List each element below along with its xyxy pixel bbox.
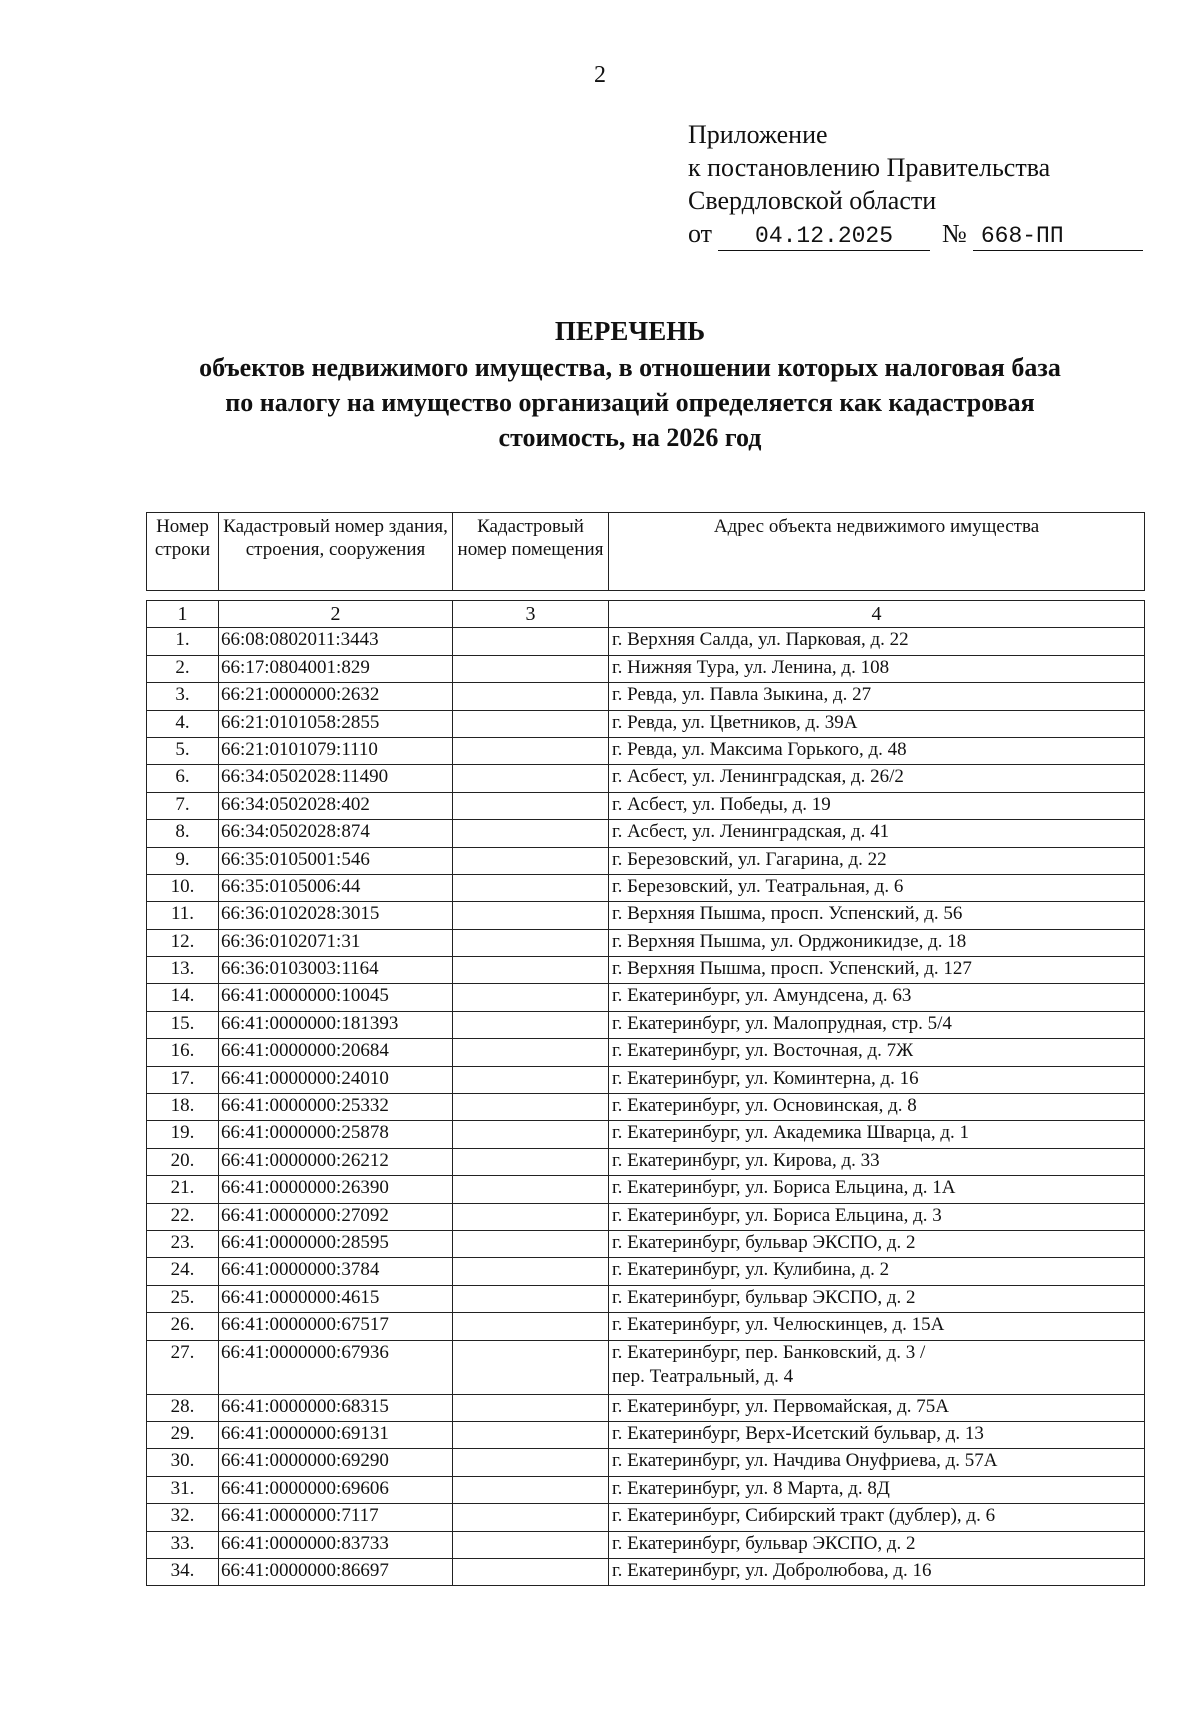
- room-cadastral-cell: [453, 683, 609, 710]
- room-cadastral-cell: [453, 655, 609, 682]
- row-number-cell: 20.: [147, 1148, 219, 1175]
- building-cadastral-cell: 66:08:0802011:3443: [219, 628, 453, 655]
- table-row: [147, 792, 1145, 819]
- room-cadastral-cell: [453, 1394, 609, 1421]
- table-row: [147, 1230, 1145, 1257]
- table-row: [147, 655, 1145, 682]
- address-cell: г. Екатеринбург, бульвар ЭКСПО, д. 2: [609, 1531, 1145, 1558]
- table-row: [147, 1476, 1145, 1503]
- appendix-line-3: Свердловской области: [688, 186, 937, 215]
- address-cell: г. Нижняя Тура, ул. Ленина, д. 108: [609, 655, 1145, 682]
- building-cadastral-cell: 66:41:0000000:68315: [219, 1394, 453, 1421]
- address-cell: г. Екатеринбург, ул. Основинская, д. 8: [609, 1094, 1145, 1121]
- title-line-2: по налогу на имущество организаций определяется как кадастровая: [225, 388, 1035, 417]
- number-sign: №: [942, 219, 967, 248]
- table-row: [147, 984, 1145, 1011]
- table-row: [147, 1421, 1145, 1448]
- room-cadastral-cell: [453, 929, 609, 956]
- address-cell: г. Асбест, ул. Ленинградская, д. 26/2: [609, 765, 1145, 792]
- address-cell: г. Екатеринбург, Сибирский тракт (дублер), д. 6: [609, 1504, 1145, 1531]
- address-cell: г. Верхняя Пышма, просп. Успенский, д. 127: [609, 957, 1145, 984]
- decree-date: 04.12.2025: [718, 222, 930, 251]
- row-number-cell: 24.: [147, 1258, 219, 1285]
- table-row: [147, 683, 1145, 710]
- room-cadastral-cell: [453, 1230, 609, 1257]
- row-number-cell: 30.: [147, 1449, 219, 1476]
- title-main: ПЕРЕЧЕНЬ: [554, 316, 706, 346]
- building-cadastral-cell: 66:41:0000000:10045: [219, 984, 453, 1011]
- building-cadastral-cell: 66:21:0101058:2855: [219, 710, 453, 737]
- table-row: [147, 1039, 1145, 1066]
- table-row: [147, 1094, 1145, 1121]
- address-cell: г. Ревда, ул. Павла Зыкина, д. 27: [609, 683, 1145, 710]
- address-cell: г. Березовский, ул. Театральная, д. 6: [609, 874, 1145, 901]
- building-cadastral-cell: 66:41:0000000:67936: [219, 1340, 453, 1394]
- row-number-cell: 29.: [147, 1421, 219, 1448]
- room-cadastral-cell: [453, 1121, 609, 1148]
- address-cell: г. Верхняя Салда, ул. Парковая, д. 22: [609, 628, 1145, 655]
- table-row: [147, 1148, 1145, 1175]
- building-cadastral-cell: 66:41:0000000:24010: [219, 1066, 453, 1093]
- row-number-cell: 32.: [147, 1504, 219, 1531]
- room-cadastral-cell: [453, 957, 609, 984]
- table-row: [147, 957, 1145, 984]
- row-number-cell: 12.: [147, 929, 219, 956]
- row-number-cell: 13.: [147, 957, 219, 984]
- row-number-cell: 4.: [147, 710, 219, 737]
- address-cell: г. Асбест, ул. Ленинградская, д. 41: [609, 820, 1145, 847]
- table-row: [147, 1121, 1145, 1148]
- address-cell: г. Ревда, ул. Цветников, д. 39А: [609, 710, 1145, 737]
- address-cell: г. Екатеринбург, ул. Челюскинцев, д. 15А: [609, 1313, 1145, 1340]
- building-cadastral-cell: 66:35:0105001:546: [219, 847, 453, 874]
- room-cadastral-cell: [453, 1148, 609, 1175]
- address-cell: г. Екатеринбург, ул. Восточная, д. 7Ж: [609, 1039, 1145, 1066]
- row-number-cell: 27.: [147, 1340, 219, 1394]
- row-number-cell: 33.: [147, 1531, 219, 1558]
- address-cell: г. Верхняя Пышма, просп. Успенский, д. 56: [609, 902, 1145, 929]
- address-cell: г. Екатеринбург, ул. Бориса Ельцина, д. 1А: [609, 1176, 1145, 1203]
- building-cadastral-cell: 66:41:0000000:86697: [219, 1558, 453, 1585]
- building-cadastral-cell: 66:41:0000000:27092: [219, 1203, 453, 1230]
- table-row: [147, 1258, 1145, 1285]
- room-cadastral-cell: [453, 1476, 609, 1503]
- building-cadastral-cell: 66:36:0102028:3015: [219, 902, 453, 929]
- address-cell: [609, 1340, 1145, 1394]
- row-number-cell: 16.: [147, 1039, 219, 1066]
- document-title: [150, 314, 1110, 455]
- table-row: [147, 929, 1145, 956]
- room-cadastral-cell: [453, 1313, 609, 1340]
- building-cadastral-cell: 66:41:0000000:83733: [219, 1531, 453, 1558]
- table-row: [147, 902, 1145, 929]
- table-row: [147, 1531, 1145, 1558]
- page-number: 2: [594, 62, 606, 88]
- address-cell: г. Екатеринбург, ул. Кирова, д. 33: [609, 1148, 1145, 1175]
- row-number-cell: 17.: [147, 1066, 219, 1093]
- table-row: [147, 1285, 1145, 1312]
- decree-number: 668-ПП: [973, 222, 1143, 251]
- row-number-cell: 22.: [147, 1203, 219, 1230]
- row-number-cell: 8.: [147, 820, 219, 847]
- table-row: [147, 765, 1145, 792]
- row-number-cell: 1.: [147, 628, 219, 655]
- row-number-cell: 14.: [147, 984, 219, 1011]
- building-cadastral-cell: 66:36:0102071:31: [219, 929, 453, 956]
- table-row: [147, 1313, 1145, 1340]
- building-cadastral-cell: 66:41:0000000:26212: [219, 1148, 453, 1175]
- appendix-line-2: к постановлению Правительства: [688, 153, 1051, 182]
- room-cadastral-cell: [453, 1285, 609, 1312]
- table-row: [147, 737, 1145, 764]
- row-number-cell: 15.: [147, 1011, 219, 1038]
- table-header: [146, 512, 1145, 591]
- room-cadastral-cell: [453, 1066, 609, 1093]
- column-number: 4: [609, 601, 1145, 628]
- room-cadastral-cell: [453, 1449, 609, 1476]
- building-cadastral-cell: 66:41:0000000:7117: [219, 1504, 453, 1531]
- building-cadastral-cell: 66:34:0502028:874: [219, 820, 453, 847]
- appendix-line-1: Приложение: [688, 120, 828, 149]
- address-cell: г. Екатеринбург, ул. Первомайская, д. 75А: [609, 1394, 1145, 1421]
- address-line: г. Екатеринбург, пер. Банковский, д. 3 /: [612, 1341, 926, 1363]
- room-cadastral-cell: [453, 1203, 609, 1230]
- address-cell: г. Екатеринбург, ул. Кулибина, д. 2: [609, 1258, 1145, 1285]
- row-number-cell: 6.: [147, 765, 219, 792]
- building-cadastral-cell: 66:41:0000000:20684: [219, 1039, 453, 1066]
- header-address: Адрес объекта недвижимого имущества: [609, 513, 1145, 591]
- building-cadastral-cell: 66:41:0000000:69290: [219, 1449, 453, 1476]
- column-numbers-row: [147, 601, 1145, 628]
- building-cadastral-cell: 66:41:0000000:69131: [219, 1421, 453, 1448]
- room-cadastral-cell: [453, 765, 609, 792]
- address-cell: г. Екатеринбург, ул. Малопрудная, стр. 5/4: [609, 1011, 1145, 1038]
- header-room-cadastral: Кадастровый номер помещения: [453, 513, 609, 591]
- column-number: 3: [453, 601, 609, 628]
- room-cadastral-cell: [453, 1176, 609, 1203]
- header-row-number: Номер строки: [147, 513, 219, 591]
- room-cadastral-cell: [453, 1258, 609, 1285]
- table-row: [147, 1558, 1145, 1585]
- address-cell: г. Екатеринбург, бульвар ЭКСПО, д. 2: [609, 1285, 1145, 1312]
- appendix-date-number-line: [688, 217, 1148, 251]
- building-cadastral-cell: 66:41:0000000:181393: [219, 1011, 453, 1038]
- table-row: [147, 1203, 1145, 1230]
- address-cell: г. Екатеринбург, ул. 8 Марта, д. 8Д: [609, 1476, 1145, 1503]
- room-cadastral-cell: [453, 1558, 609, 1585]
- address-cell: г. Екатеринбург, ул. Добролюбова, д. 16: [609, 1558, 1145, 1585]
- table-row: [147, 1011, 1145, 1038]
- address-line: пер. Театральный, д. 4: [612, 1365, 794, 1387]
- room-cadastral-cell: [453, 1011, 609, 1038]
- row-number-cell: 18.: [147, 1094, 219, 1121]
- room-cadastral-cell: [453, 1340, 609, 1394]
- table-row: [147, 820, 1145, 847]
- building-cadastral-cell: 66:41:0000000:67517: [219, 1313, 453, 1340]
- date-prefix: от: [688, 219, 713, 248]
- room-cadastral-cell: [453, 792, 609, 819]
- room-cadastral-cell: [453, 820, 609, 847]
- header-building-cadastral: Кадастровый номер здания, строения, сооружения: [219, 513, 453, 591]
- building-cadastral-cell: 66:41:0000000:25332: [219, 1094, 453, 1121]
- table-row: [147, 710, 1145, 737]
- address-cell: г. Екатеринбург, ул. Амундсена, д. 63: [609, 984, 1145, 1011]
- table-row: [147, 1066, 1145, 1093]
- room-cadastral-cell: [453, 710, 609, 737]
- building-cadastral-cell: 66:41:0000000:3784: [219, 1258, 453, 1285]
- address-cell: г. Екатеринбург, ул. Начдива Онуфриева, д. 57А: [609, 1449, 1145, 1476]
- building-cadastral-cell: 66:34:0502028:11490: [219, 765, 453, 792]
- address-cell: г. Березовский, ул. Гагарина, д. 22: [609, 847, 1145, 874]
- room-cadastral-cell: [453, 1421, 609, 1448]
- address-cell: г. Екатеринбург, бульвар ЭКСПО, д. 2: [609, 1230, 1145, 1257]
- address-cell: г. Екатеринбург, ул. Коминтерна, д. 16: [609, 1066, 1145, 1093]
- building-cadastral-cell: 66:36:0103003:1164: [219, 957, 453, 984]
- table-row: [147, 628, 1145, 655]
- room-cadastral-cell: [453, 628, 609, 655]
- title-line-1: объектов недвижимого имущества, в отношении которых налоговая база: [199, 353, 1061, 382]
- table-row: [147, 1394, 1145, 1421]
- room-cadastral-cell: [453, 1531, 609, 1558]
- room-cadastral-cell: [453, 902, 609, 929]
- building-cadastral-cell: 66:41:0000000:26390: [219, 1176, 453, 1203]
- property-table: [146, 600, 1145, 1586]
- building-cadastral-cell: 66:41:0000000:28595: [219, 1230, 453, 1257]
- row-number-cell: 26.: [147, 1313, 219, 1340]
- building-cadastral-cell: 66:35:0105006:44: [219, 874, 453, 901]
- table-row: [147, 1340, 1145, 1394]
- address-cell: г. Екатеринбург, ул. Академика Шварца, д. 1: [609, 1121, 1145, 1148]
- row-number-cell: 21.: [147, 1176, 219, 1203]
- row-number-cell: 25.: [147, 1285, 219, 1312]
- column-number: 2: [219, 601, 453, 628]
- building-cadastral-cell: 66:34:0502028:402: [219, 792, 453, 819]
- address-cell: г. Верхняя Пышма, ул. Орджоникидзе, д. 18: [609, 929, 1145, 956]
- room-cadastral-cell: [453, 984, 609, 1011]
- table-row: [147, 847, 1145, 874]
- room-cadastral-cell: [453, 1094, 609, 1121]
- building-cadastral-cell: 66:21:0000000:2632: [219, 683, 453, 710]
- address-cell: г. Асбест, ул. Победы, д. 19: [609, 792, 1145, 819]
- room-cadastral-cell: [453, 847, 609, 874]
- room-cadastral-cell: [453, 1504, 609, 1531]
- table-row: [147, 1504, 1145, 1531]
- address-cell: г. Ревда, ул. Максима Горького, д. 48: [609, 737, 1145, 764]
- row-number-cell: 31.: [147, 1476, 219, 1503]
- table-row: [147, 1449, 1145, 1476]
- column-number: 1: [147, 601, 219, 628]
- building-cadastral-cell: 66:41:0000000:25878: [219, 1121, 453, 1148]
- row-number-cell: 7.: [147, 792, 219, 819]
- table-row: [147, 874, 1145, 901]
- building-cadastral-cell: 66:17:0804001:829: [219, 655, 453, 682]
- row-number-cell: 28.: [147, 1394, 219, 1421]
- row-number-cell: 34.: [147, 1558, 219, 1585]
- room-cadastral-cell: [453, 874, 609, 901]
- building-cadastral-cell: 66:41:0000000:4615: [219, 1285, 453, 1312]
- title-line-3: стоимость, на 2026 год: [498, 423, 762, 452]
- row-number-cell: 10.: [147, 874, 219, 901]
- row-number-cell: 2.: [147, 655, 219, 682]
- row-number-cell: 3.: [147, 683, 219, 710]
- table-row: [147, 1176, 1145, 1203]
- row-number-cell: 5.: [147, 737, 219, 764]
- room-cadastral-cell: [453, 737, 609, 764]
- row-number-cell: 19.: [147, 1121, 219, 1148]
- row-number-cell: 23.: [147, 1230, 219, 1257]
- room-cadastral-cell: [453, 1039, 609, 1066]
- address-cell: г. Екатеринбург, Верх-Исетский бульвар, д. 13: [609, 1421, 1145, 1448]
- address-cell: г. Екатеринбург, ул. Бориса Ельцина, д. 3: [609, 1203, 1145, 1230]
- row-number-cell: 11.: [147, 902, 219, 929]
- building-cadastral-cell: 66:21:0101079:1110: [219, 737, 453, 764]
- appendix-block: [688, 118, 1148, 251]
- building-cadastral-cell: 66:41:0000000:69606: [219, 1476, 453, 1503]
- row-number-cell: 9.: [147, 847, 219, 874]
